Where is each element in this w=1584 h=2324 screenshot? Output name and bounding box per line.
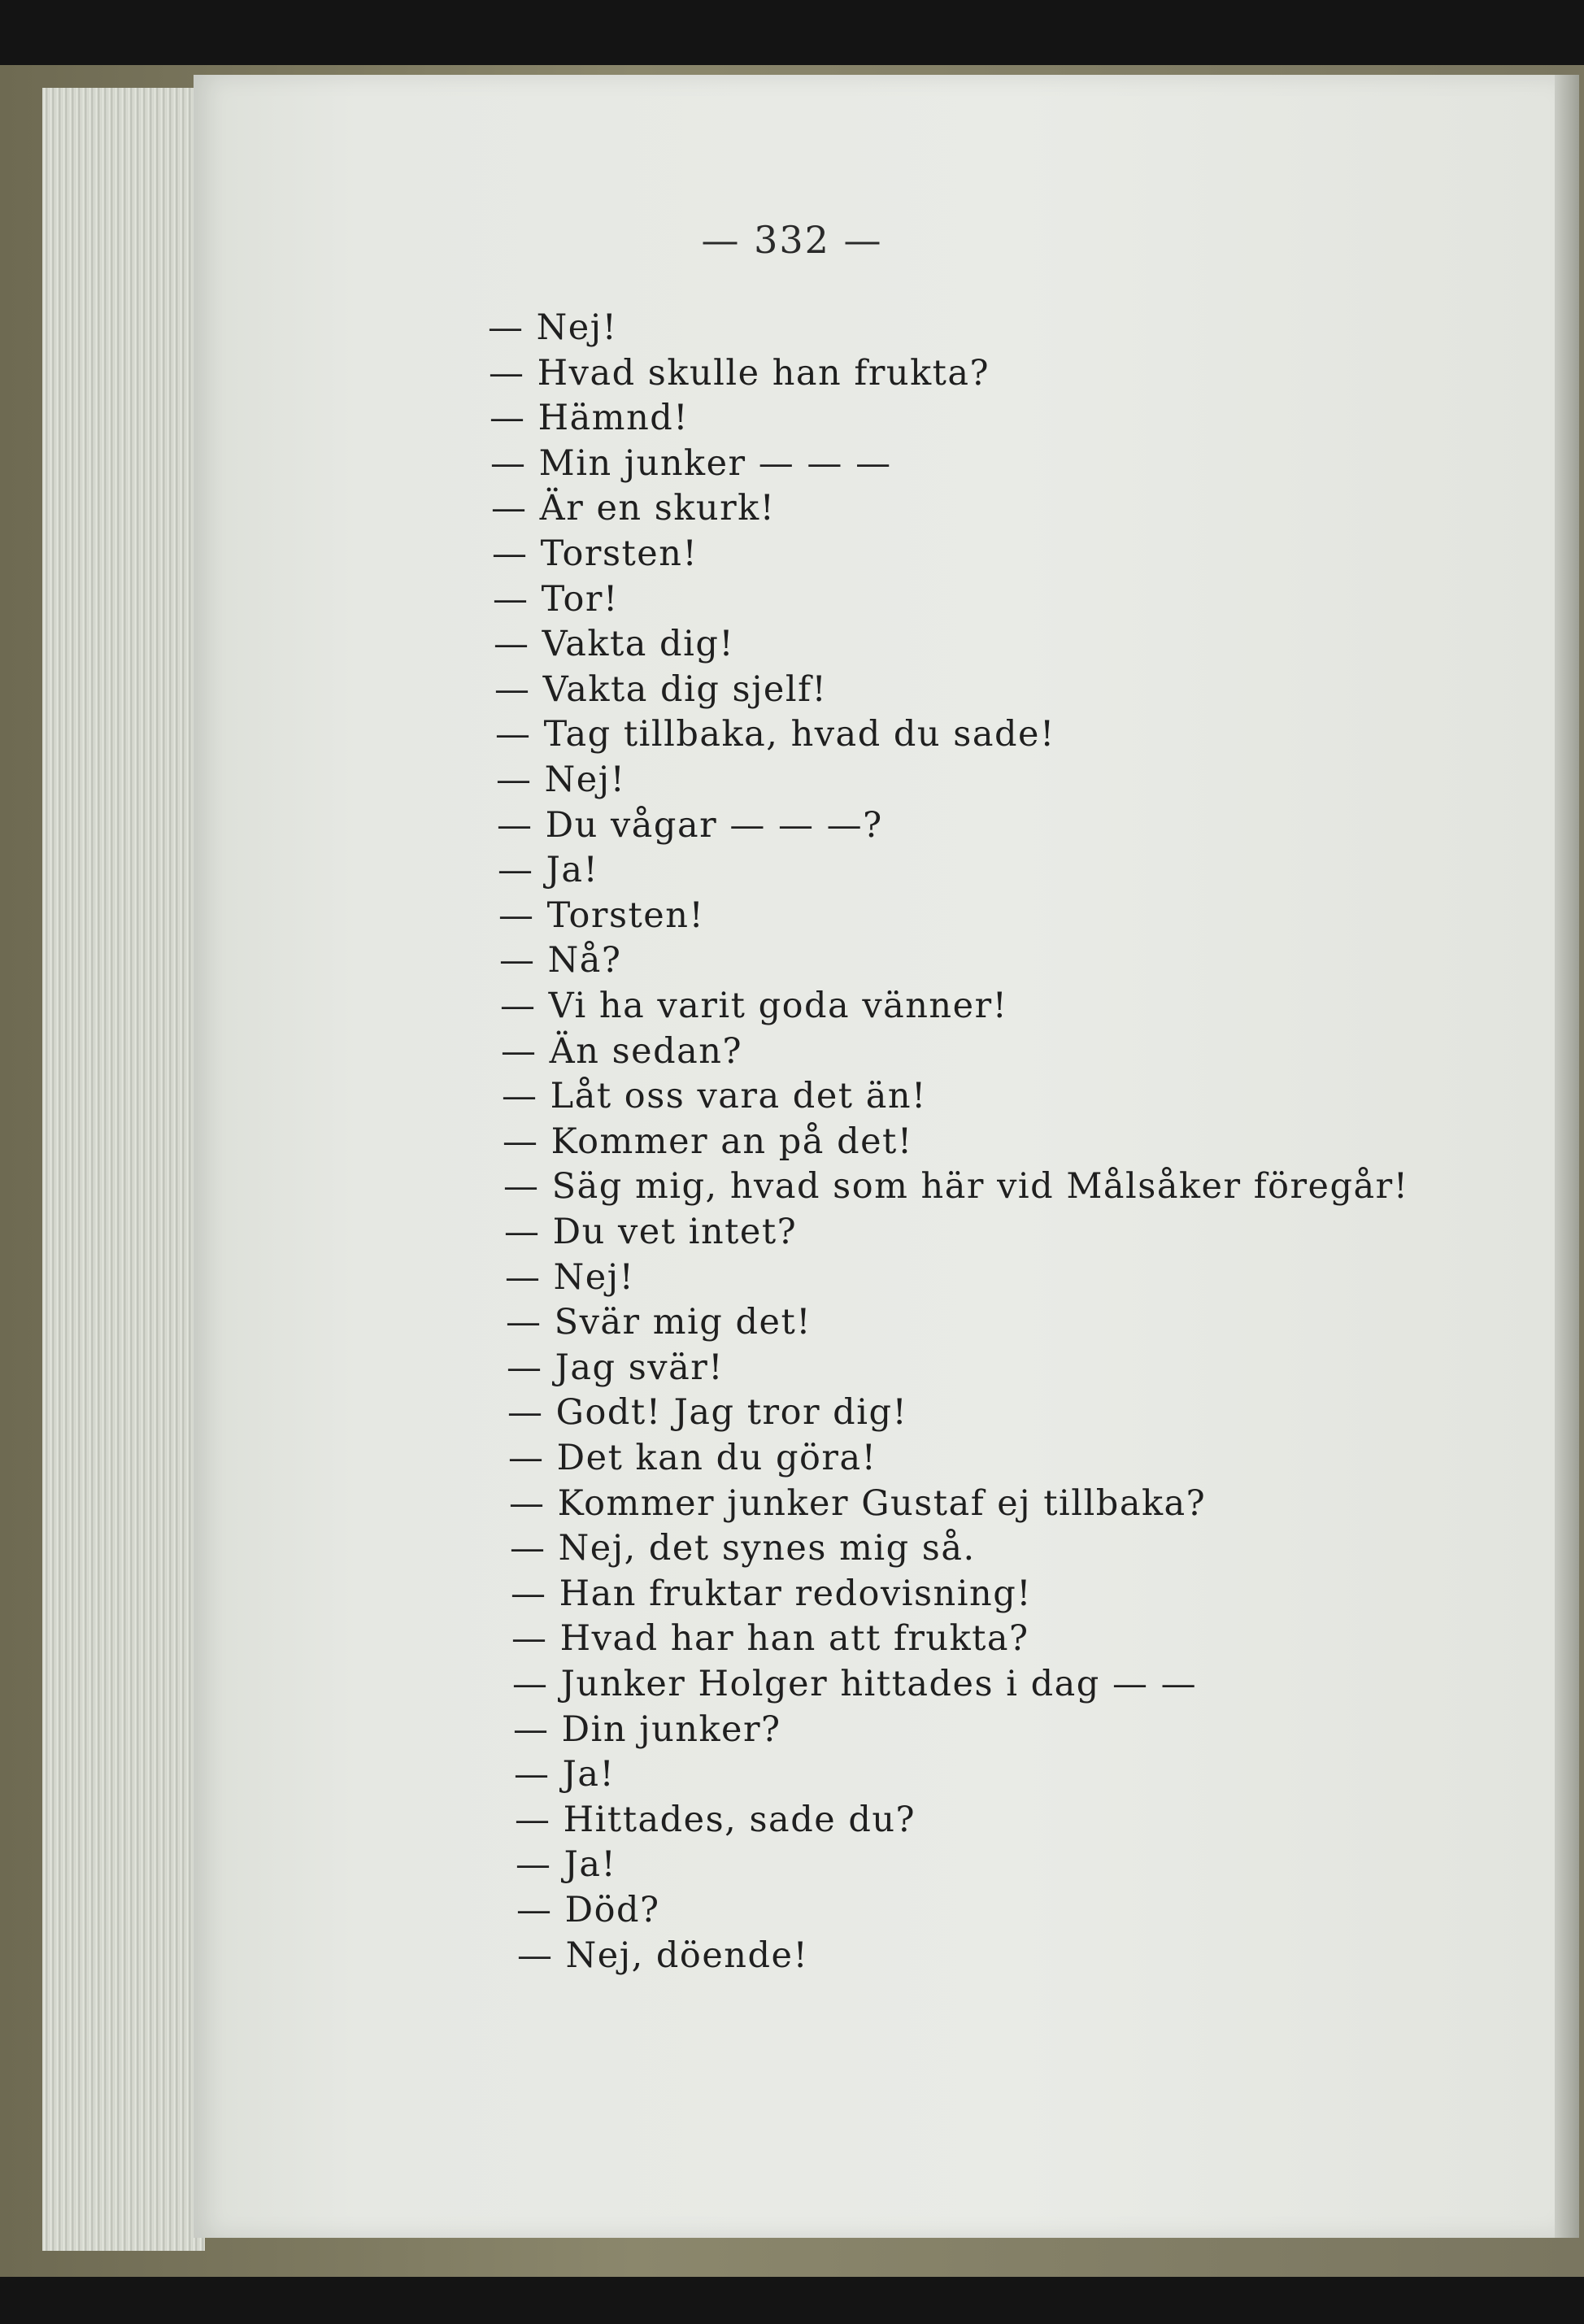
- dialogue-line: — Han fruktar redovisning!: [511, 1573, 1032, 1614]
- dialogue-line: — Vakta dig!: [494, 624, 735, 665]
- dialogue-line: — Nej, döende!: [517, 1934, 809, 1976]
- dialogue-line: — Torsten!: [498, 894, 705, 936]
- dialogue-line: — Jag svär!: [507, 1347, 725, 1388]
- dialogue-line: — Det kan du göra!: [508, 1438, 877, 1478]
- dialogue-line: — Tor!: [493, 578, 619, 620]
- dialogue-line: — Vi ha varit goda vänner!: [500, 986, 1008, 1026]
- dialogue-line: — Kommer an på det!: [503, 1121, 913, 1162]
- dialogue-line: — Hämnd!: [490, 398, 690, 439]
- dialogue-line: — Nå?: [499, 940, 622, 981]
- dialogue-line: — Död?: [516, 1890, 660, 1930]
- dialogue-line: — Låt oss vara det än!: [502, 1076, 927, 1117]
- dialogue-line: — Säg mig, hvad som här vid Målsåker föregår!: [503, 1166, 1409, 1208]
- dialogue-line: — Nej!: [488, 307, 618, 348]
- dialogue-line: — Din junker?: [513, 1708, 781, 1750]
- dialogue-line: — Hvad skulle han frukta?: [489, 352, 990, 394]
- dialogue-line: — Junker Holger hittades i dag — —: [512, 1664, 1198, 1704]
- page-number: — 332 —: [701, 218, 883, 262]
- dialogue-line: — Än sedan?: [501, 1030, 743, 1072]
- dialogue-line: — Ja!: [514, 1754, 616, 1795]
- dialogue-line: — Du vågar — — —?: [497, 804, 883, 846]
- dialogue-line: — Kommer junker Gustaf ej tillbaka?: [509, 1482, 1207, 1524]
- dialogue-line: — Torsten!: [492, 533, 698, 574]
- dialogue-line: — Godt! Jag tror dig!: [507, 1392, 908, 1434]
- dialogue-line: — Nej!: [496, 759, 626, 800]
- dialogue-line: — Ja!: [516, 1844, 617, 1886]
- dialogue-line: — Nej, det synes mig så.: [510, 1528, 976, 1569]
- dialogue-line: — Du vet intet?: [504, 1212, 798, 1252]
- dialogue-line: — Nej!: [505, 1256, 635, 1298]
- dialogue-line: — Tag tillbaka, hvad du sade!: [495, 714, 1055, 755]
- dialogue-line: — Vakta dig sjelf!: [494, 668, 828, 710]
- dialogue-line: — Svär mig det!: [506, 1302, 812, 1343]
- dialogue-line: — Är en skurk!: [491, 488, 776, 529]
- dialogue-line: — Hittades, sade du?: [515, 1799, 916, 1840]
- dialogue-line: — Ja!: [498, 850, 599, 891]
- dialogue-line: — Hvad har han att frukta?: [511, 1618, 1029, 1660]
- dialogue-line: — Min junker — — —: [490, 442, 892, 484]
